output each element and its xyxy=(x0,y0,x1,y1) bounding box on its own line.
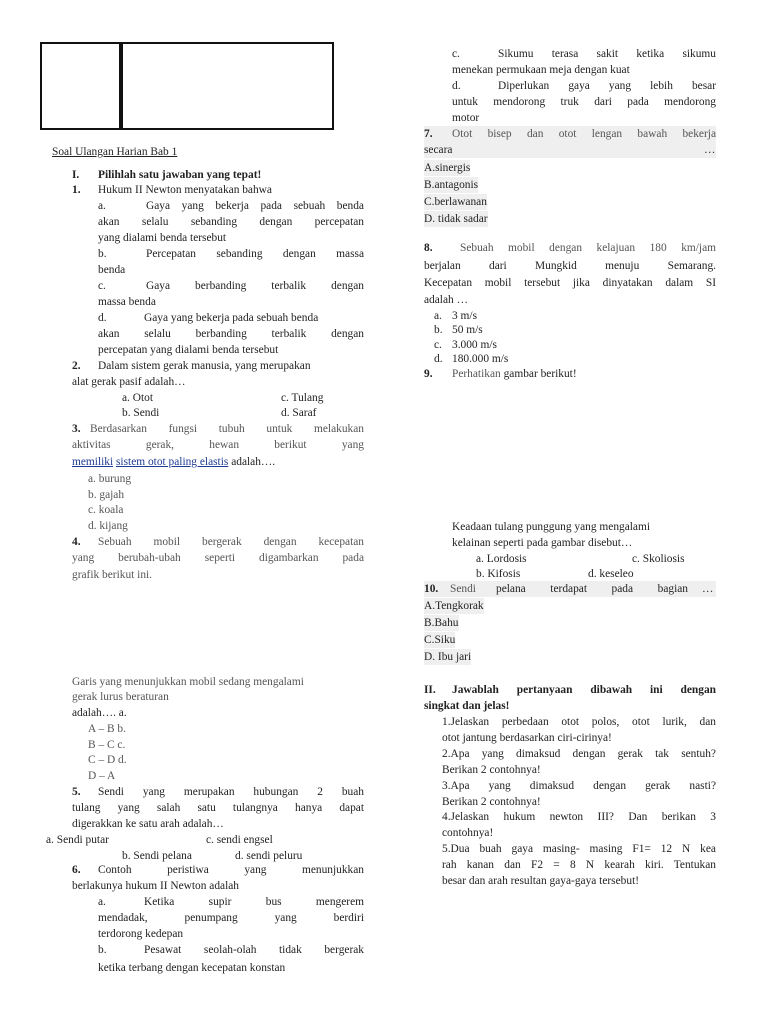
link-memiliki[interactable]: memiliki xyxy=(72,456,114,468)
header-box-right xyxy=(119,42,334,130)
page-title: Soal Ulangan Harian Bab 1 xyxy=(52,146,178,158)
link-sistem-otot[interactable]: sistem otot paling elastis xyxy=(116,456,229,468)
header-box-left xyxy=(40,42,123,130)
